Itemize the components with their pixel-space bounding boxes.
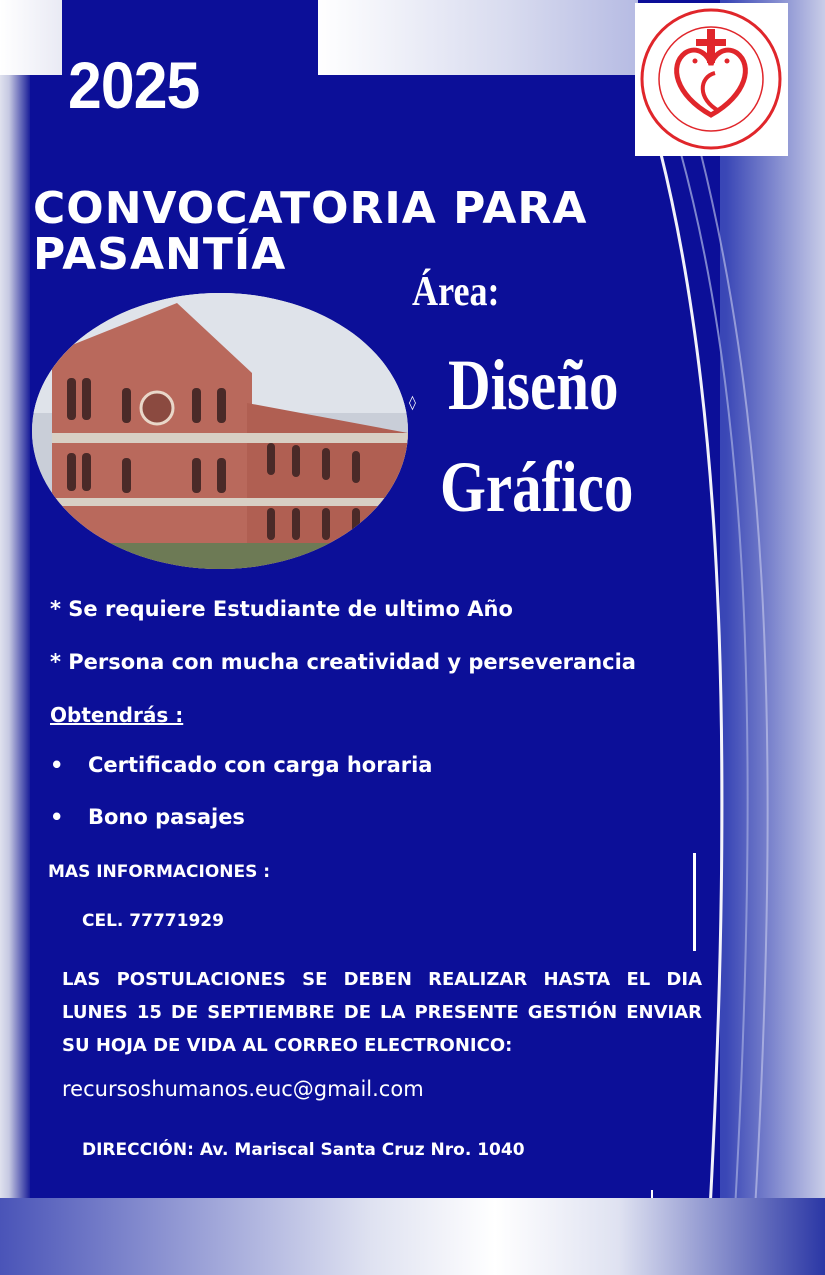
bottom-gradient-band [0, 1198, 825, 1275]
year: 2025 [68, 48, 200, 122]
benefit-label: Certificado con carga horaria [88, 753, 433, 777]
title-line-1: CONVOCATORIA PARA [33, 183, 588, 234]
benefit-item [50, 805, 245, 829]
contact-email[interactable]: recursoshumanos.euc@gmail.com [62, 1077, 424, 1101]
benefit-label: Bono pasajes [88, 805, 245, 829]
requirement-item: * Se requiere Estudiante de ultimo Año [50, 597, 513, 621]
school-logo [635, 3, 788, 156]
deadline-notice: LAS POSTULACIONES SE DEBEN REALIZAR HASTA EL DIA LUNES 15 DE SEPTIEMBRE DE LA PRESENTE GESTIÓN ENVIAR SU HOJA DE VIDA AL CORREO ELECTRONICO: [62, 969, 702, 1056]
benefits-heading: Obtendrás : [50, 703, 184, 727]
decorative-rule [693, 853, 696, 951]
top-left-corner [0, 0, 62, 75]
bullet-icon: • [50, 753, 64, 777]
benefit-item [50, 753, 432, 777]
more-info-heading: MAS INFORMACIONES : [48, 862, 271, 882]
building-illustration [32, 293, 408, 569]
phone-number: CEL. 77771929 [82, 911, 224, 931]
sagrados-corazones-logo-icon [635, 3, 788, 156]
decorative-tick [651, 1190, 653, 1198]
bullet-icon: • [50, 805, 64, 829]
page-title [33, 183, 588, 280]
diamond-bullet-icon: ◊ [409, 395, 416, 411]
building-photo [32, 293, 408, 569]
title-line-2: PASANTÍA [33, 229, 287, 280]
area-value-line-1: Diseño [448, 345, 619, 425]
requirement-item: * Persona con mucha creatividad y perseverancia [50, 650, 636, 674]
area-label: Área: [412, 269, 500, 315]
top-gradient-strip [318, 0, 638, 75]
address: DIRECCIÓN: Av. Mariscal Santa Cruz Nro. 1040 [82, 1140, 525, 1160]
left-edge-gradient [0, 0, 30, 1200]
area-value-line-2: Gráfico [440, 447, 634, 527]
